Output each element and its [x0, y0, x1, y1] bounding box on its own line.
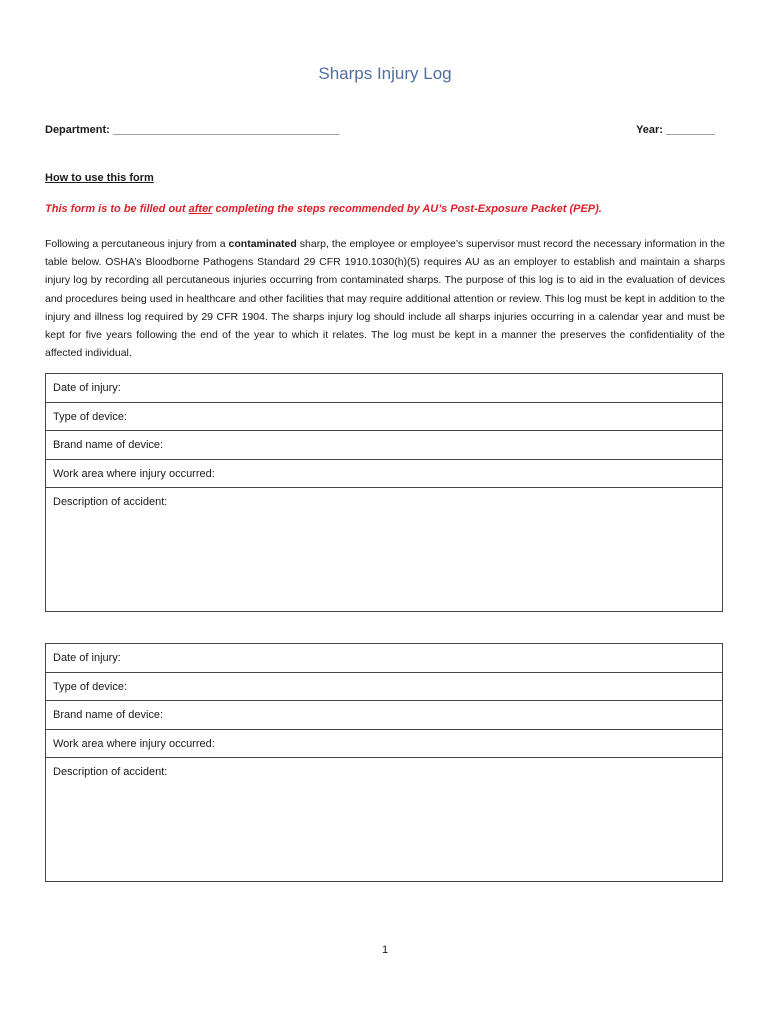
header-fields: [45, 124, 715, 136]
brand-name-field[interactable]: Brand name of device:: [46, 431, 722, 460]
description-field[interactable]: Description of accident:: [53, 496, 168, 508]
year-field[interactable]: [636, 124, 715, 136]
device-type-field[interactable]: Type of device:: [46, 673, 722, 702]
notice-text-1: This form is to be filled out: [45, 203, 189, 215]
date-of-injury-field[interactable]: Date of injury:: [46, 644, 722, 673]
description-field[interactable]: Description of accident:: [53, 766, 168, 778]
year-label: Year:: [636, 124, 663, 136]
brand-name-field[interactable]: Brand name of device:: [46, 701, 722, 730]
paragraph-bold: contaminated: [228, 238, 297, 250]
paragraph-text-1: Following a percutaneous injury from a: [45, 238, 229, 250]
paragraph-text-2: sharp, the employee or employee’s supervisor must record the necessary information in the table below. OSHA’s Bloodborne Pathogens Standard 29 CFR 1910.1030(h)(5) requires AU as an employer to establish and maintain a sharps injury log by recording all percutaneous injuries occurring from contaminated sharps. The purpose of this log is to aid in the evaluation of devices and procedures being used in healthcare and other facilities that may require additional attention or review. This log must be kept in addition to the injury and illness log required by 29 CFR 1904. The sharps injury log should include all sharps injuries occurring in a calendar year and must be kept for five years following the end of the year to which it relates. The log must be kept in a manner the preserves the confidentiality of the affected individual.: [45, 238, 725, 360]
department-blank[interactable]: _____________________________________: [112, 124, 340, 136]
work-area-field[interactable]: Work area where injury occurred:: [46, 730, 722, 759]
department-field[interactable]: [45, 124, 339, 136]
pep-notice: [45, 203, 602, 215]
page-title: Sharps Injury Log: [318, 64, 452, 83]
department-label: Department:: [45, 124, 110, 136]
page-number: 1: [381, 944, 389, 956]
work-area-field[interactable]: Work area where injury occurred:: [46, 460, 722, 489]
device-type-field[interactable]: Type of device:: [46, 403, 722, 432]
notice-text-2: completing the steps recommended by AU’s Post-Exposure Packet (PEP).: [212, 203, 602, 215]
date-of-injury-field[interactable]: Date of injury:: [46, 374, 722, 403]
injury-log-table-1: [45, 373, 723, 612]
howto-heading: How to use this form: [45, 172, 154, 184]
instructions-paragraph: [45, 235, 725, 362]
notice-text-emphasis: after: [188, 203, 213, 215]
year-blank[interactable]: ________: [666, 124, 715, 136]
injury-log-table-2: [45, 643, 723, 882]
